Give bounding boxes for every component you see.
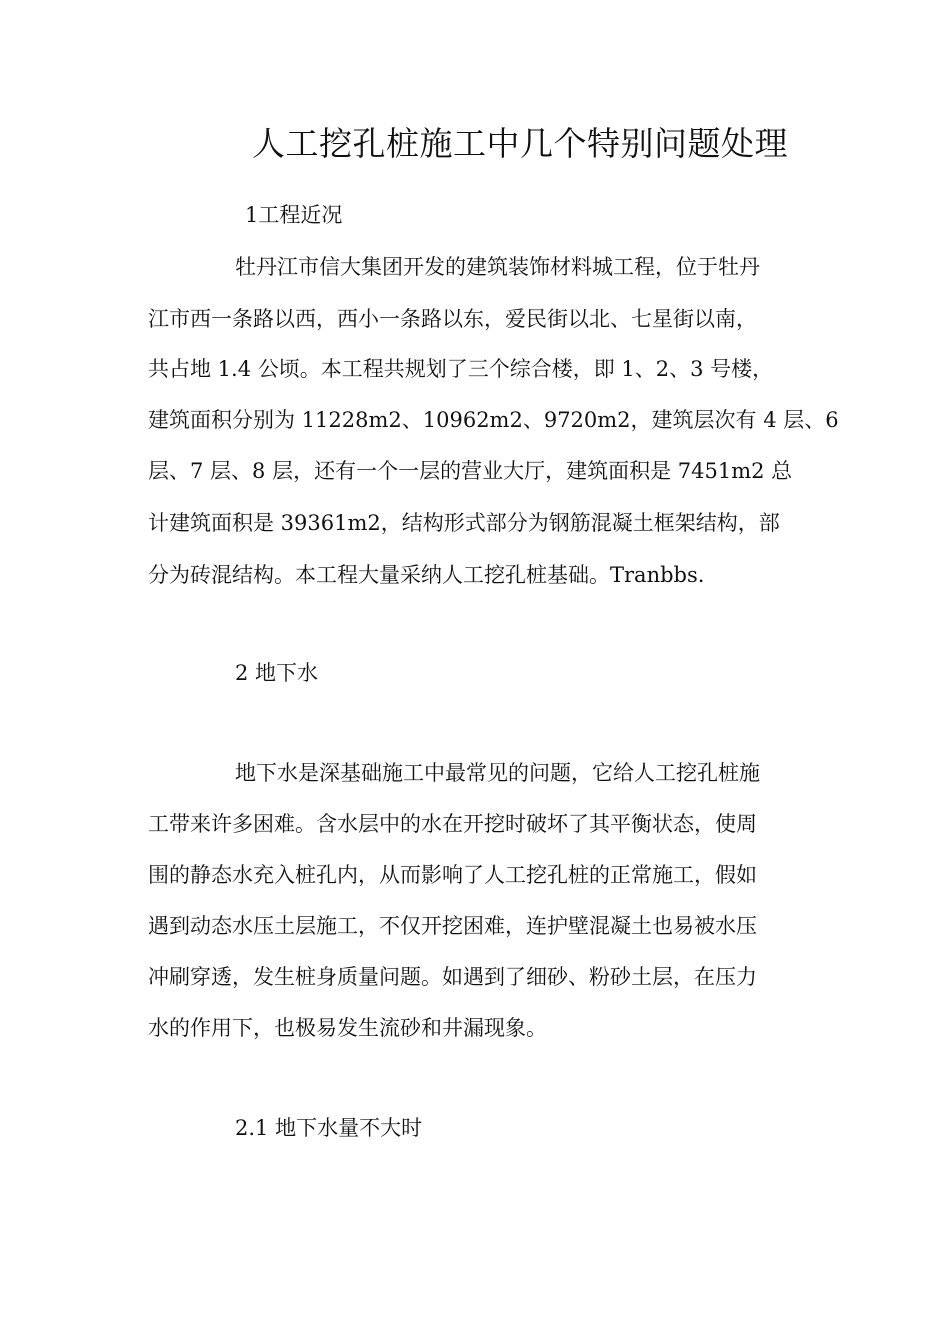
paragraph-line: 层、7 层、8 层，还有一个一层的营业大厅，建筑面积是 7451m2 总: [148, 459, 793, 483]
paragraph-line: 分为砖混结构。本工程大量采纳人工挖孔桩基础。Tranbbs.: [148, 563, 705, 587]
paragraph-line: 牡丹江市信大集团开发的建筑装饰材料城工程，位于牡丹: [235, 255, 760, 279]
paragraph-line: 遇到动态水压土层施工，不仅开挖困难，连护壁混凝土也易被水压: [148, 914, 757, 938]
section-heading-2-1: 2.1 地下水量不大时: [235, 1116, 423, 1140]
section-heading-1: 1工程近况: [245, 203, 343, 227]
document-title: 人工挖孔桩施工中几个特别问题处理: [252, 124, 788, 163]
section-heading-2: 2 地下水: [235, 661, 319, 685]
paragraph-line: 地下水是深基础施工中最常见的问题，它给人工挖孔桩施: [235, 761, 760, 785]
paragraph-line: 建筑面积分别为 11228m2、10962m2、9720m2，建筑层次有 4 层、6: [148, 408, 839, 432]
paragraph-line: 江市西一条路以西，西小一条路以东，爱民街以北、七星街以南，: [148, 307, 757, 331]
paragraph-line: 水的作用下，也极易发生流砂和井漏现象。: [148, 1016, 547, 1040]
paragraph-line: 共占地 1.4 公顷。本工程共规划了三个综合楼，即 1、2、3 号楼，: [148, 357, 774, 381]
paragraph-line: 冲刷穿透，发生桩身质量问题。如遇到了细砂、粉砂土层，在压力: [148, 965, 757, 989]
paragraph-line: 计建筑面积是 39361m2，结构形式部分为钢筋混凝土框架结构，部: [148, 511, 780, 535]
paragraph-line: 围的静态水充入桩孔内，从而影响了人工挖孔桩的正常施工，假如: [148, 863, 757, 887]
paragraph-line: 工带来许多困难。含水层中的水在开挖时破坏了其平衡状态，使周: [148, 812, 757, 836]
